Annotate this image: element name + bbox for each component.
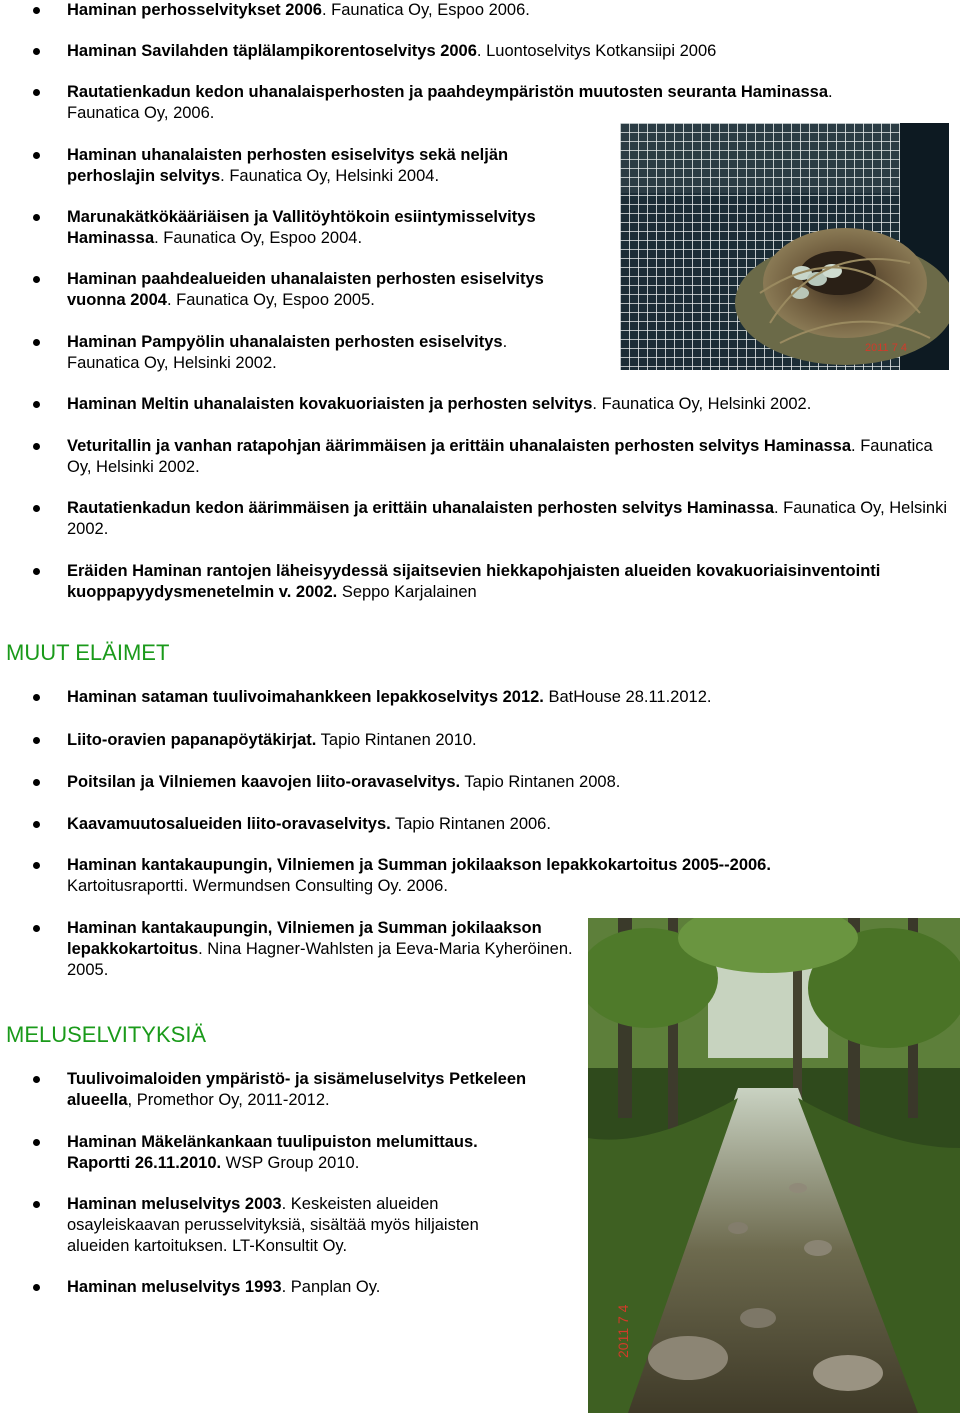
list-item: Haminan Savilahden täplälampikorentoselvitys 2006. Luontoselvitys Kotkansiipi 2006 — [67, 41, 947, 62]
list-item: Haminan kantakaupungin, Vilniemen ja Summan jokilaakson lepakkokartoitus. Nina Hagner-Wahlsten ja Eeva-Maria Kyheröinen. 2005. — [67, 918, 577, 981]
list-item: Rautatienkadun kedon uhanalaisperhosten ja paahdeympäristön muutosten seuranta Haminassa. Faunatica Oy, 2006. — [67, 82, 897, 124]
section-heading-noise-studies: MELUSELVITYKSIÄ — [6, 1022, 207, 1047]
list-item: Veturitallin ja vanhan ratapohjan äärimmäisen ja erittäin uhanalaisten perhosten selvitys Haminassa. Faunatica Oy, Helsinki 2002. — [67, 436, 947, 478]
list-item: Liito-oravien papanapöytäkirjat. Tapio Rintanen 2010. — [67, 730, 947, 751]
forest-stream-image — [588, 918, 960, 1413]
list-item: Marunakätkökääriäisen ja Vallitöyhtökoin esiintymisselvitys Haminassa. Faunatica Oy, Espoo 2004. — [67, 207, 587, 249]
list-item: Tuulivoimaloiden ympäristö- ja sisämeluselvitys Petkeleen alueella, Promethor Oy, 2011-2012. — [67, 1069, 577, 1111]
list-item: Haminan meluselvitys 2003. Keskeisten alueiden osayleiskaavan perusselvityksiä, sisältää myös hiljaisten alueiden kartoituksen. LT-Konsultit Oy. — [67, 1194, 537, 1257]
bird-nest-photo — [620, 123, 949, 370]
list-item: Rautatienkadun kedon äärimmäisen ja erittäin uhanalaisten perhosten selvitys Haminassa. Faunatica Oy, Helsinki 2002. — [67, 498, 952, 540]
forest-stream-photo — [588, 918, 960, 1413]
section-heading-other-animals: MUUT ELÄIMET — [6, 640, 170, 665]
list-item: Haminan meluselvitys 1993. Panplan Oy. — [67, 1277, 557, 1298]
list-item: Kaavamuutosalueiden liito-oravaselvitys. Tapio Rintanen 2006. — [67, 814, 947, 835]
list-item: Haminan Pampyölin uhanalaisten perhosten esiselvitys. Faunatica Oy, Helsinki 2002. — [67, 332, 557, 374]
bird-nest-image — [620, 123, 949, 370]
photo-date-stamp: 2011 7 4 — [615, 1304, 631, 1358]
list-item: Haminan sataman tuulivoimahankkeen lepakkoselvitys 2012. BatHouse 28.11.2012. — [67, 687, 947, 708]
list-item: Haminan perhosselvitykset 2006. Faunatica Oy, Espoo 2006. — [67, 0, 947, 21]
list-item: Haminan Meltin uhanalaisten kovakuoriaisten ja perhosten selvitys. Faunatica Oy, Helsinki 2002. — [67, 394, 947, 415]
list-item: Haminan Mäkelänkankaan tuulipuiston melumittaus. Raportti 26.11.2010. WSP Group 2010. — [67, 1132, 527, 1174]
photo-date-stamp: 2011 7 4 — [865, 342, 908, 354]
list-item: Haminan uhanalaisten perhosten esiselvitys sekä neljän perhoslajin selvitys. Faunatica Oy, Helsinki 2004. — [67, 145, 567, 187]
list-item: Eräiden Haminan rantojen läheisyydessä sijaitsevien hiekkapohjaisten alueiden kovakuoriaisinventointi kuoppapyydysmenetelmin v. 2002. Seppo Karjalainen — [67, 561, 952, 603]
list-item: Haminan kantakaupungin, Vilniemen ja Summan jokilaakson lepakkokartoitus 2005--2006. Kartoitusraportti. Wermundsen Consulting Oy. 2006. — [67, 855, 867, 897]
list-item: Haminan paahdealueiden uhanalaisten perhosten esiselvitys vuonna 2004. Faunatica Oy, Espoo 2005. — [67, 269, 597, 311]
list-item: Poitsilan ja Vilniemen kaavojen liito-oravaselvitys. Tapio Rintanen 2008. — [67, 772, 947, 793]
